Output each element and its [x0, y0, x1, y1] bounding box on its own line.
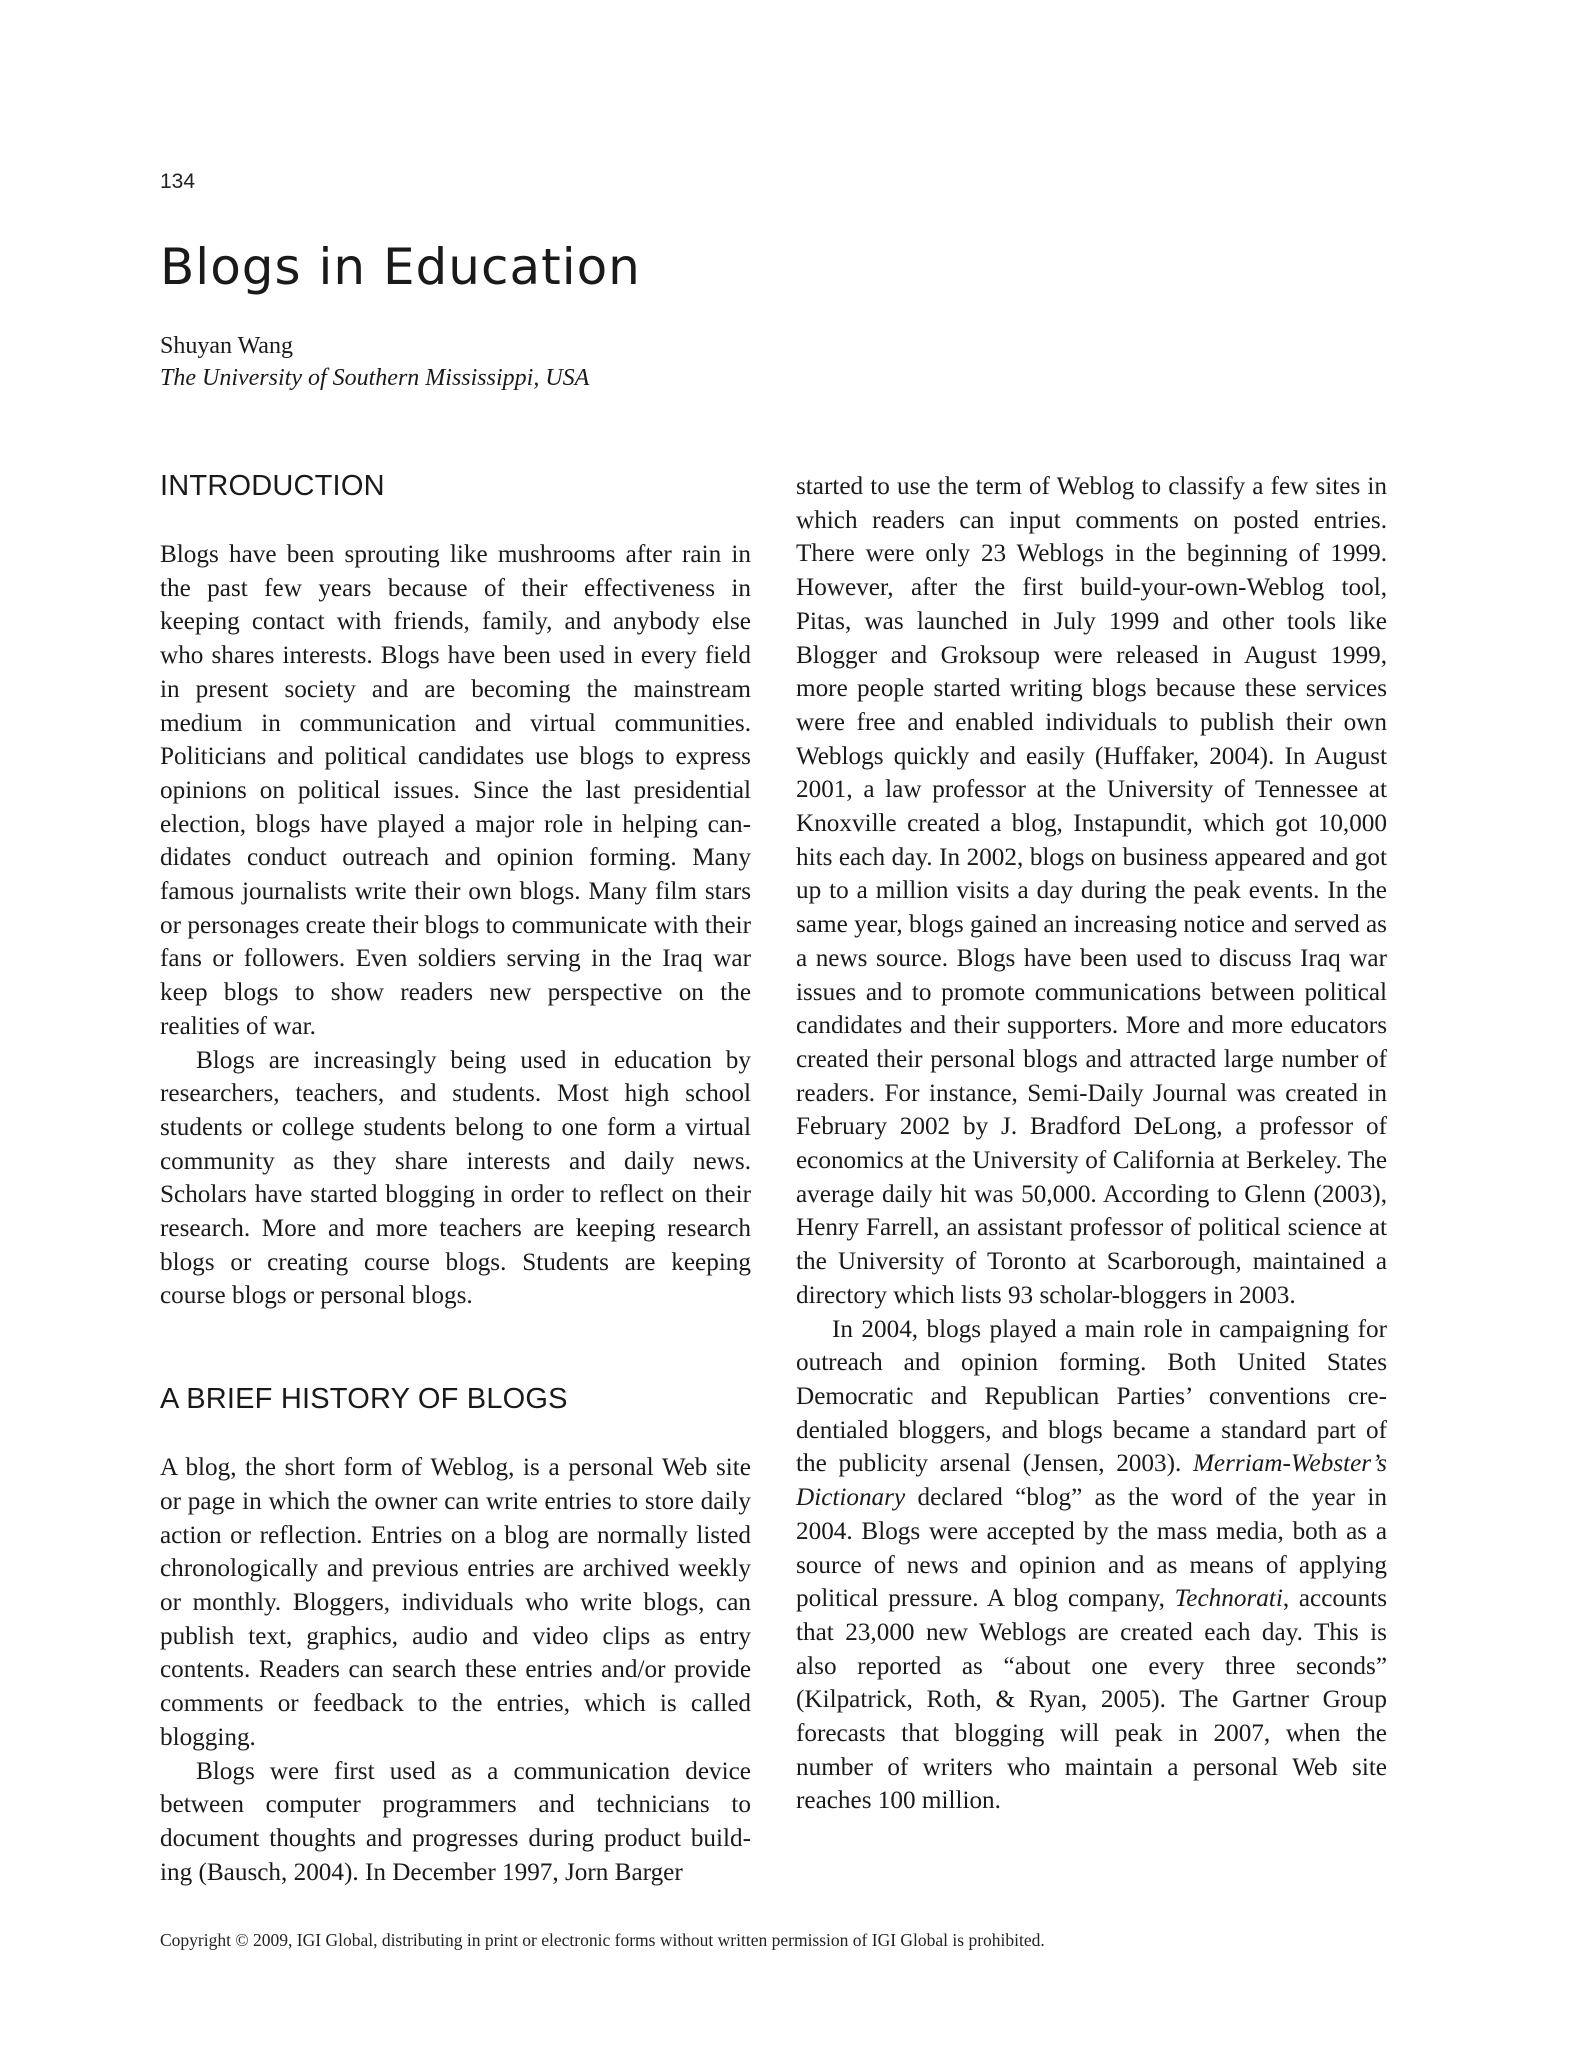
introduction-heading: INTRODUCTION [160, 470, 385, 502]
page-number: 134 [160, 170, 196, 193]
page-title: Blogs in Education [160, 238, 641, 296]
author-block [160, 330, 589, 394]
copyright-footer: Copyright © 2009, IGI Global, distributing in print or electronic forms without written permission of IGI Global is prohibited. [160, 1930, 1045, 1950]
history-paragraph-3 [796, 1313, 1387, 1819]
introduction-paragraph-1: Blogs have been sprouting like mushrooms after rain in the past few years because of their effectiveness in keeping contact with friends, family, and anybody else who shares interests. Blogs have been used in every field in present society and are becoming the mainstream medium in communication and virtual communities. Politicians and political candidates use blogs to express opinions on political issues. Since the last presidential election, blogs have played a major role in helping candidates conduct outreach and opinion forming. Many famous journalists write their own blogs. Many film stars or personages create their blogs to communicate with their fans or followers. Even soldiers serving in the Iraq war keep blogs to show readers new perspective on the realities of war. [160, 541, 751, 1040]
history-paragraph-2-continued: started to use the term of Weblog to classify a few sites in which readers can input comments on posted entries. There were only 23 Weblogs in the beginning of 1999. However, after the first build-your-own-Weblog tool, Pitas, was launched in July 1999 and other tools like Blogger and Groksoup were released in August 1999, more people started writing blogs because these services were free and enabled individuals to publish their own Weblogs quickly and easily (Huffaker, 2004). In August 2001, a law professor at the University of Tennessee at Knoxville created a blog, Instapundit, which got 10,000 hits each day. In 2002, blogs on business appeared and got up to a million visits a day during the peak events. In the same year, blogs gained an increasing notice and served as a news source. Blogs have been used to discuss Iraq war issues and to promote communications between political candidates and their supporters. More and more educators created their personal blogs and attracted large number of readers. For instance, Semi-Daily Journal was created in February 2002 by J. Bradford DeLong, a professor of economics at the University of California at Berkeley. The average daily hit was 50,000. According to Glenn (2003), Henry Farrell, an assistant professor of political science at the University of Toronto at Scarborough, maintained a directory which lists 93 scholar-bloggers in 2003. [796, 473, 1387, 1309]
introduction-paragraph-2: Blogs are increasingly being used in education by researchers, teachers, and students. Most high school students or college students belong to one form a virtual community as they share interests and daily news. Scholars have started blogging in order to reflect on their research. More and more teachers are keeping research blogs or creating course blogs. Students are keeping course blogs or personal blogs. [160, 1046, 751, 1310]
author-name: Shuyan Wang [160, 333, 293, 359]
right-column [796, 470, 1387, 1818]
dictionary-title: Merriam-Webster’s Dictionary [796, 1450, 1387, 1512]
history-paragraph-1: A blog, the short form of Weblog, is a personal Web site or page in which the owner can write entries to store daily action or reflection. Entries on a blog are normally listed chronologically and previous entries are archived weekly or monthly. Bloggers, individuals who write blogs, can publish text, graphics, audio and video clips as entry contents. Readers can search these entries and/or provide comments or feedback to the entries, which is called blogging. [160, 1454, 751, 1751]
history-paragraph-3-part-a: In 2004, blogs played a main role in campaigning for outreach and opinion forming. Both United States Democratic and Republican Parties’ conventions credentialed bloggers, and blogs became a standard part of the publicity arsenal (Jensen, 2003). [796, 1315, 1387, 1478]
company-name: Technorati [1174, 1585, 1283, 1613]
left-column [160, 466, 751, 1889]
history-paragraph-3-part-b: declared “blog” as the word of the year in 2004. Blogs were accepted by the mass media, both as a source of news and opinion and as means of applying political pressure. A blog company, [796, 1484, 1387, 1613]
history-paragraph-2: Blogs were first used as a communication device between computer programmers and technicians to document thoughts and progresses during product building (Bausch, 2004). In December 1997, Jorn Barger [160, 1757, 751, 1886]
author-affiliation: The University of Southern Mississippi, USA [160, 365, 590, 391]
history-heading: A BRIEF HISTORY OF BLOGS [160, 1383, 568, 1416]
history-paragraph-3-part-c: , accounts that 23,000 new Weblogs are created each day. This is also reported as “about one every three seconds” (Kilpatrick, Roth, & Ryan, 2005). The Gartner Group forecasts that blogging will peak in 2007, when the number of writers who maintain a personal Web site reaches 100 million. [796, 1585, 1387, 1815]
